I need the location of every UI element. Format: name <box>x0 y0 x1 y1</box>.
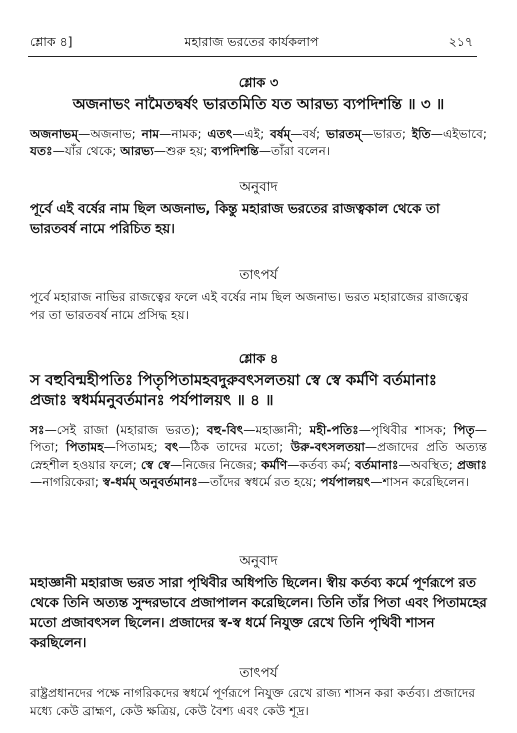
verse3-translation: পূর্বে এই বর্ষের নাম ছিল অজনাভ, কিন্তু মহারাজ ভরতের রাজত্বকাল থেকে তা ভারতবর্ষ নামে পরিচিত হয়। <box>30 202 440 237</box>
synonym-term: স্বে স্বে <box>140 457 171 472</box>
verse3-synonyms <box>30 126 487 161</box>
synonym-term: ভারতম্ <box>325 127 362 141</box>
verse3-label: শ্লোক ৩ <box>238 76 279 91</box>
synonym-term: স্ব-ধর্মম্ অনুবর্তমানঃ <box>102 474 198 489</box>
synonym-meaning: —এইভাবে; <box>430 127 487 141</box>
page-number: ২১৭ <box>448 34 473 49</box>
synonym-meaning: —ঠিক তাদের মতো; <box>178 440 291 455</box>
verse4-synonyms <box>30 422 487 491</box>
verse4-translation-title: অনুবাদ <box>239 553 278 569</box>
synonym-term: পিতৃ <box>453 423 475 437</box>
synonym-meaning: —পৃথিবীর শাসক; <box>358 423 454 437</box>
synonym-term: এতৎ <box>207 127 233 141</box>
verse4-line2: প্রজাঃ স্বধর্মমনুবর্তমানঃ পর্যপালয়ৎ ॥ ৪ ॥ <box>30 391 274 410</box>
verse3-purport-title: তাৎপর্য <box>239 267 278 283</box>
synonym-list <box>30 423 487 489</box>
header-rule <box>28 56 477 57</box>
synonym-meaning: —শুরু হয়; <box>153 144 212 159</box>
synonym-term: আরভ্য <box>120 144 154 159</box>
synonym-meaning: —নামক; <box>159 127 208 141</box>
synonym-meaning: —তাঁরা বলেন। <box>258 144 331 159</box>
synonym-term: ইতি <box>411 127 431 141</box>
synonym-meaning: —শাসন করেছিলেন। <box>370 474 470 489</box>
synonym-list <box>30 127 487 158</box>
synonym-term: পিতামহ <box>66 440 104 455</box>
synonym-term: মহী-পতিঃ <box>309 423 359 437</box>
synonym-meaning: —অবস্থিত; <box>398 457 457 472</box>
synonym-meaning: —নিজের নিজের; <box>170 457 262 472</box>
verse4-line1: স বহুবিন্মহীপতিঃ পিতৃপিতামহবদুরুবৎসলতয়া স্বে স্বে কর্মণি বর্তমানাঃ <box>30 371 437 389</box>
verse4-purport: রাষ্ট্রপ্রধানদের পক্ষে নাগরিকদের স্বধর্মে পূর্ণরূপে নিযুক্ত রেখে রাজ্য শাসন করা কর্তব্য। প্রজাদের মধ্যে কেউ ব্রাহ্মণ, কেউ ক্ষত্রিয়, কেউ বৈশ্য এবং কেউ শূদ্র। <box>30 686 476 719</box>
verse4-label: শ্লোক ৪ <box>238 352 279 367</box>
verse3-purport: পূর্বে মহারাজ নাভির রাজত্বের ফলে এই বর্ষের নাম ছিল অজনাভ। ভরত মহারাজের রাজত্বের পর তা ভারতবর্ষ নামে প্রসিদ্ধ হয়। <box>30 290 469 323</box>
verse4-purport-title: তাৎপর্য <box>239 665 278 681</box>
synonym-meaning: —পিতা; <box>30 423 487 455</box>
synonym-term: সঃ <box>30 423 45 437</box>
synonym-meaning: —যাঁর থেকে; <box>52 144 121 159</box>
synonym-term: যতঃ <box>30 144 53 159</box>
synonym-term: উরু-বৎসলতয়া <box>290 440 365 455</box>
synonym-term: অজনাভম্ <box>30 127 79 141</box>
synonym-meaning: —ভারত; <box>361 127 412 141</box>
verse3-sanskrit: অজনাভং নামৈতদ্বর্ষং ভারতমিতি যত আরভ্য ব্যপদিশন্তি ॥ ৩ ॥ <box>72 95 445 113</box>
synonym-meaning: —নাগরিকেরা; <box>30 474 103 489</box>
synonym-term: ব্যপদিশন্তি <box>211 144 259 159</box>
synonym-meaning: —পিতামহ; <box>103 440 166 455</box>
synonym-meaning: —কর্তব্য কর্ম; <box>287 457 355 472</box>
synonym-term: প্রজাঃ <box>456 457 487 472</box>
synonym-meaning: —অজনাভ; <box>78 127 142 141</box>
synonym-meaning: —বর্ষ; <box>290 127 326 141</box>
synonym-meaning: —এই; <box>232 127 271 141</box>
synonym-meaning: —তাঁদের স্বধর্মে রত হয়ে; <box>197 474 321 489</box>
page-header <box>30 34 473 54</box>
synonym-term: বৎ <box>165 440 179 455</box>
synonym-term: বর্ষম্ <box>270 127 291 141</box>
header-verse-ref: শ্লোক ৪] <box>30 34 73 49</box>
synonym-term: বর্তমানাঃ <box>354 457 399 472</box>
synonym-meaning: —প্রজাদের প্রতি অত্যন্ত স্নেহশীল হওয়ার ফলে; <box>30 440 487 472</box>
synonym-term: বহু-বিৎ <box>206 423 244 437</box>
verse3-translation-title: অনুবাদ <box>239 179 278 195</box>
verse4-translation: মহাজ্ঞানী মহারাজ ভরত সারা পৃথিবীর অধিপতি ছিলেন। স্বীয় কর্তব্য কর্মে পূর্ণরূপে রত থেকে তিনি অত্যন্ত সুন্দরভাবে প্রজাপালন করেছিলেন। তিনি তাঁর পিতা এবং পিতামহের মতো প্রজাবৎসল ছিলেন। প্রজাদের স্ব-স্ব ধর্মে নিযুক্ত রেখে তিনি পৃথিবী শাসন করছিলেন। <box>30 576 487 651</box>
synonym-term: নাম <box>141 127 160 141</box>
synonym-term: পর্যপালয়ৎ <box>320 474 371 489</box>
synonym-term: কর্মণি <box>261 457 288 472</box>
header-chapter-title: মহারাজ ভরতের কার্যকলাপ <box>184 34 319 49</box>
verse4-sanskrit <box>30 370 487 411</box>
synonym-meaning: —সেই রাজা (মহারাজ ভরত); <box>44 423 207 437</box>
synonym-meaning: —মহাজ্ঞানী; <box>243 423 310 437</box>
